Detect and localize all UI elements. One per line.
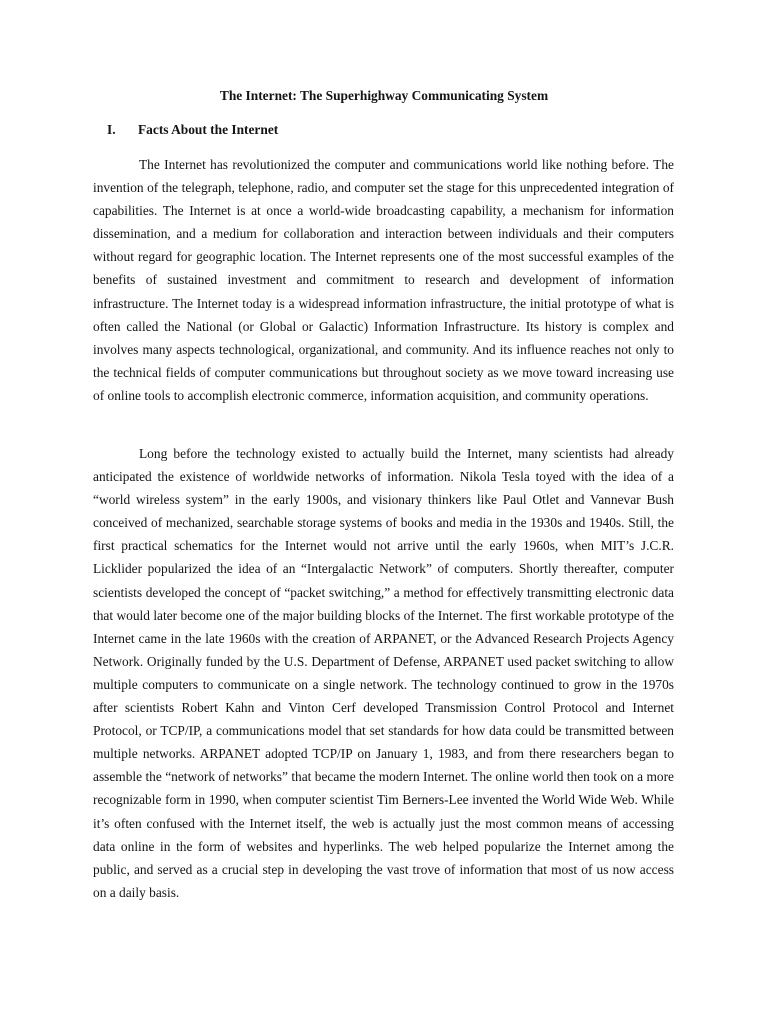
section-heading — [107, 121, 278, 139]
document-title: The Internet: The Superhighway Communicating System — [219, 88, 549, 103]
paragraph-1: The Internet has revolutionized the computer and communications world like nothing before. The invention of the telegraph, telephone, radio, and computer set the stage for this unprecedented integration of capabilities. The Internet is at once a world-wide broadcasting capability, a mechanism for information dissemination, and a medium for collaboration and interaction between individuals and their computers without regard for geographic location. The Internet represents one of the most successful examples of the benefits of sustained investment and commitment to research and development of information infrastructure. The Internet today is a widespread information infrastructure, the initial prototype of what is often called the National (or Global or Galactic) Information Infrastructure. Its history is complex and involves many aspects technological, organizational, and community. And its influence reaches not only to the technical fields of computer communications but throughout society as we move toward increasing use of online tools to accomplish electronic commerce, information acquisition, and community operations. — [93, 157, 674, 403]
section-number: I. — [107, 122, 116, 137]
paragraph-2: Long before the technology existed to actually build the Internet, many scientists had already anticipated the existence of worldwide networks of information. Nikola Tesla toyed with the idea of a “world wireless system” in the early 1900s, and visionary thinkers like Paul Otlet and Vannevar Bush conceived of mechanized, searchable storage systems of books and media in the 1930s and 1940s. Still, the first practical schematics for the Internet would not arrive until the early 1960s, when MIT’s J.C.R. Licklider popularized the idea of an “Intergalactic Network” of computers. Shortly thereafter, computer scientists developed the concept of “packet switching,” a method for effectively transmitting electronic data that would later become one of the major building blocks of the Internet. The first workable prototype of the Internet came in the late 1960s with the creation of ARPANET, or the Advanced Research Projects Agency Network. Originally funded by the U.S. Department of Defense, ARPANET used packet switching to allow multiple computers to communicate on a single network. The technology continued to grow in the 1970s after scientists Robert Kahn and Vinton Cerf developed Transmission Control Protocol and Internet Protocol, or TCP/IP, a communications model that set standards for how data could be transmitted between multiple networks. ARPANET adopted TCP/IP on January 1, 1983, and from there researchers began to assemble the “network of networks” that became the modern Internet. The online world then took on a more recognizable form in 1990, when computer scientist Tim Berners-Lee invented the World Wide Web. While it’s often confused with the Internet itself, the web is actually just the most common means of accessing data online in the form of websites and hyperlinks. The web helped popularize the Internet among the public, and served as a crucial step in developing the vast trove of information that most of us now access on a daily basis. — [93, 446, 674, 900]
section-heading-text: Facts About the Internet — [138, 122, 279, 137]
